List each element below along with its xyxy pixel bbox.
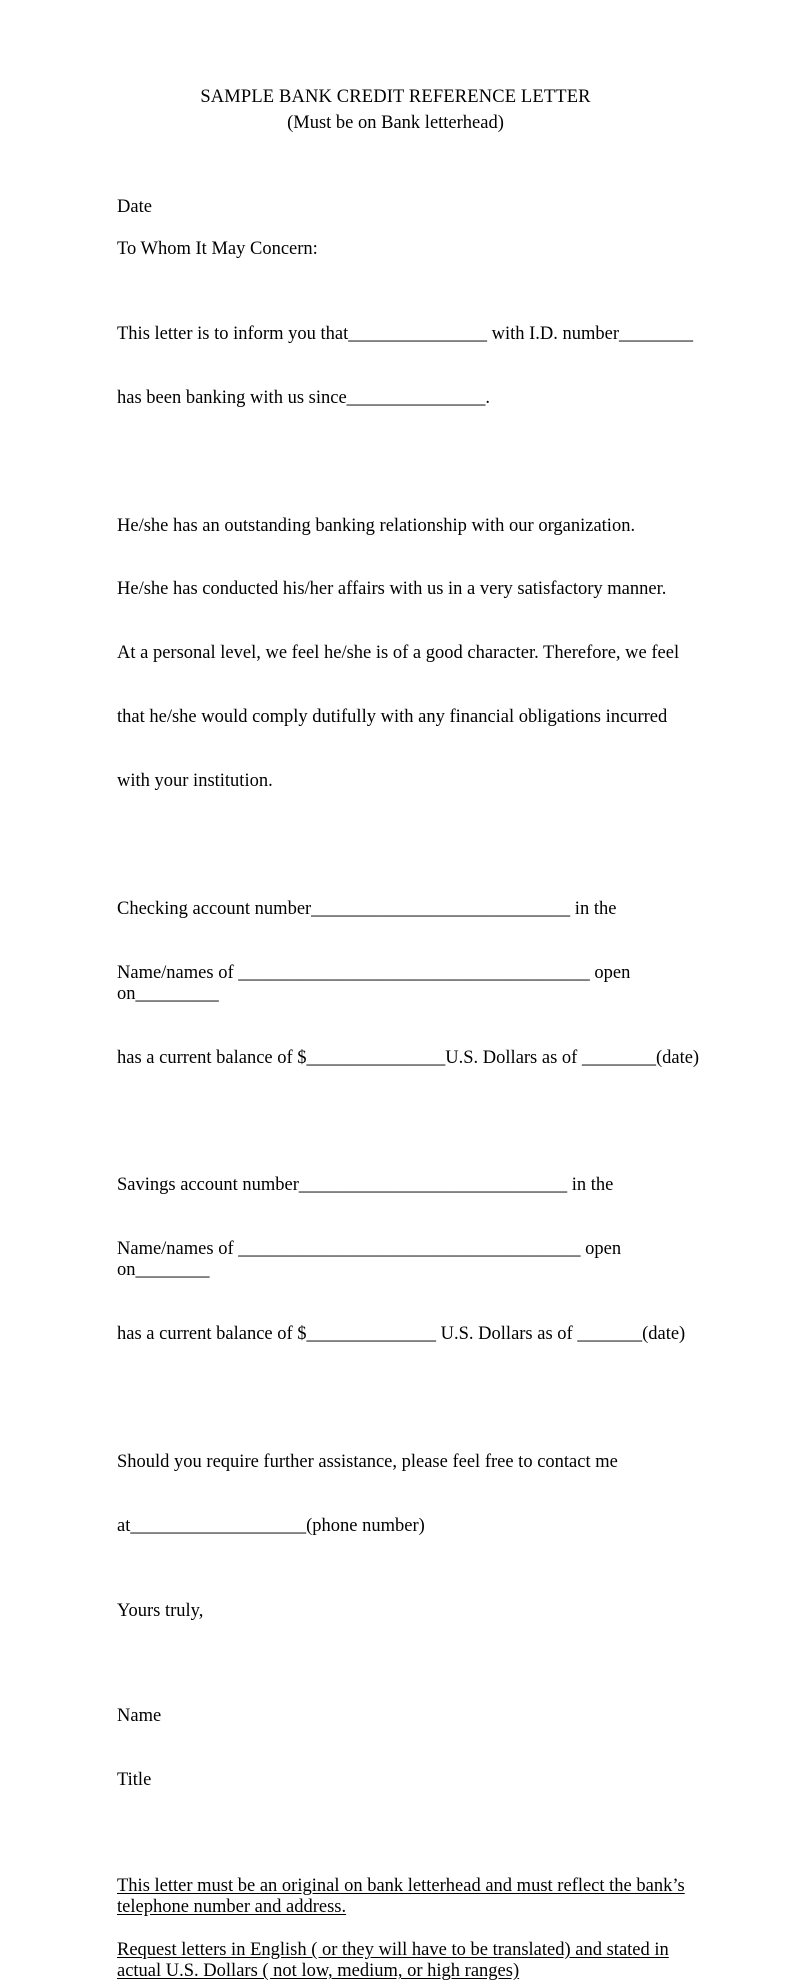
character-line-1: He/she has an outstanding banking relationship with our organization.: [117, 515, 636, 536]
assistance-phone-line: at___________________(phone number): [117, 1515, 425, 1536]
title-block: [0, 86, 791, 134]
intro-paragraph: [117, 282, 717, 452]
spacer: [117, 1112, 717, 1133]
character-paragraph: [117, 473, 717, 835]
spacer: [117, 1580, 717, 1601]
spacer: [117, 1919, 717, 1940]
spacer: [117, 261, 717, 282]
page-title: SAMPLE BANK CREDIT REFERENCE LETTER: [200, 87, 591, 107]
letter-body: [117, 197, 717, 1982]
signature-title-label: Title: [117, 1770, 152, 1791]
checking-account-number-line: Checking account number____________________________ in the: [117, 898, 617, 919]
signature-space: [117, 1622, 717, 1664]
checking-account-balance-line: has a current balance of $_______________U.S. Dollars as of ________(date): [117, 1047, 700, 1068]
note-2-line-1: Request letters in English ( or they will have to be translated) and stated in: [117, 1939, 669, 1960]
character-line-4: that he/she would comply dutifully with any financial obligations incurred: [117, 707, 668, 728]
checking-account-block: [117, 856, 717, 1112]
assistance-line-1: Should you require further assistance, please feel free to contact me: [117, 1451, 618, 1472]
salutation: To Whom It May Concern:: [117, 239, 318, 260]
savings-account-number-line: Savings account number_____________________________ in the: [117, 1175, 614, 1196]
page-subtitle: (Must be on Bank letterhead): [287, 113, 504, 133]
checking-account-names-line: Name/names of ______________________________________ open on_________: [117, 962, 635, 1004]
signature-name-label: Name: [117, 1706, 162, 1727]
note-original-letterhead: [117, 1876, 717, 1919]
spacer: [117, 1834, 717, 1876]
note-english-dollars: [117, 1940, 717, 1982]
intro-line-1: This letter is to inform you that_______________ with I.D. number________: [117, 324, 694, 345]
spacer: [117, 452, 717, 473]
note-1-line-1: This letter must be an original on bank letterhead and must reflect the bank’s: [117, 1876, 685, 1897]
character-line-2: He/she has conducted his/her affairs with us in a very satisfactory manner.: [117, 579, 667, 600]
character-line-5: with your institution.: [117, 771, 273, 792]
assistance-paragraph: [117, 1409, 717, 1579]
savings-account-balance-line: has a current balance of $______________ U.S. Dollars as of _______(date): [117, 1324, 686, 1345]
date-label: Date: [117, 197, 152, 217]
spacer: [117, 218, 717, 239]
character-line-3: At a personal level, we feel he/she is of a good character. Therefore, we feel: [117, 643, 680, 664]
spacer: [117, 835, 717, 856]
closing-salutation: Yours truly,: [117, 1600, 204, 1621]
savings-account-names-line: Name/names of _____________________________________ open on________: [117, 1239, 626, 1281]
savings-account-block: [117, 1133, 717, 1389]
note-1-line-2: telephone number and address.: [117, 1897, 347, 1918]
signature-block: [117, 1664, 717, 1834]
spacer: [117, 1388, 717, 1409]
note-2-line-2: actual U.S. Dollars ( not low, medium, or high ranges): [117, 1961, 520, 1982]
intro-line-2: has been banking with us since_______________.: [117, 388, 491, 409]
